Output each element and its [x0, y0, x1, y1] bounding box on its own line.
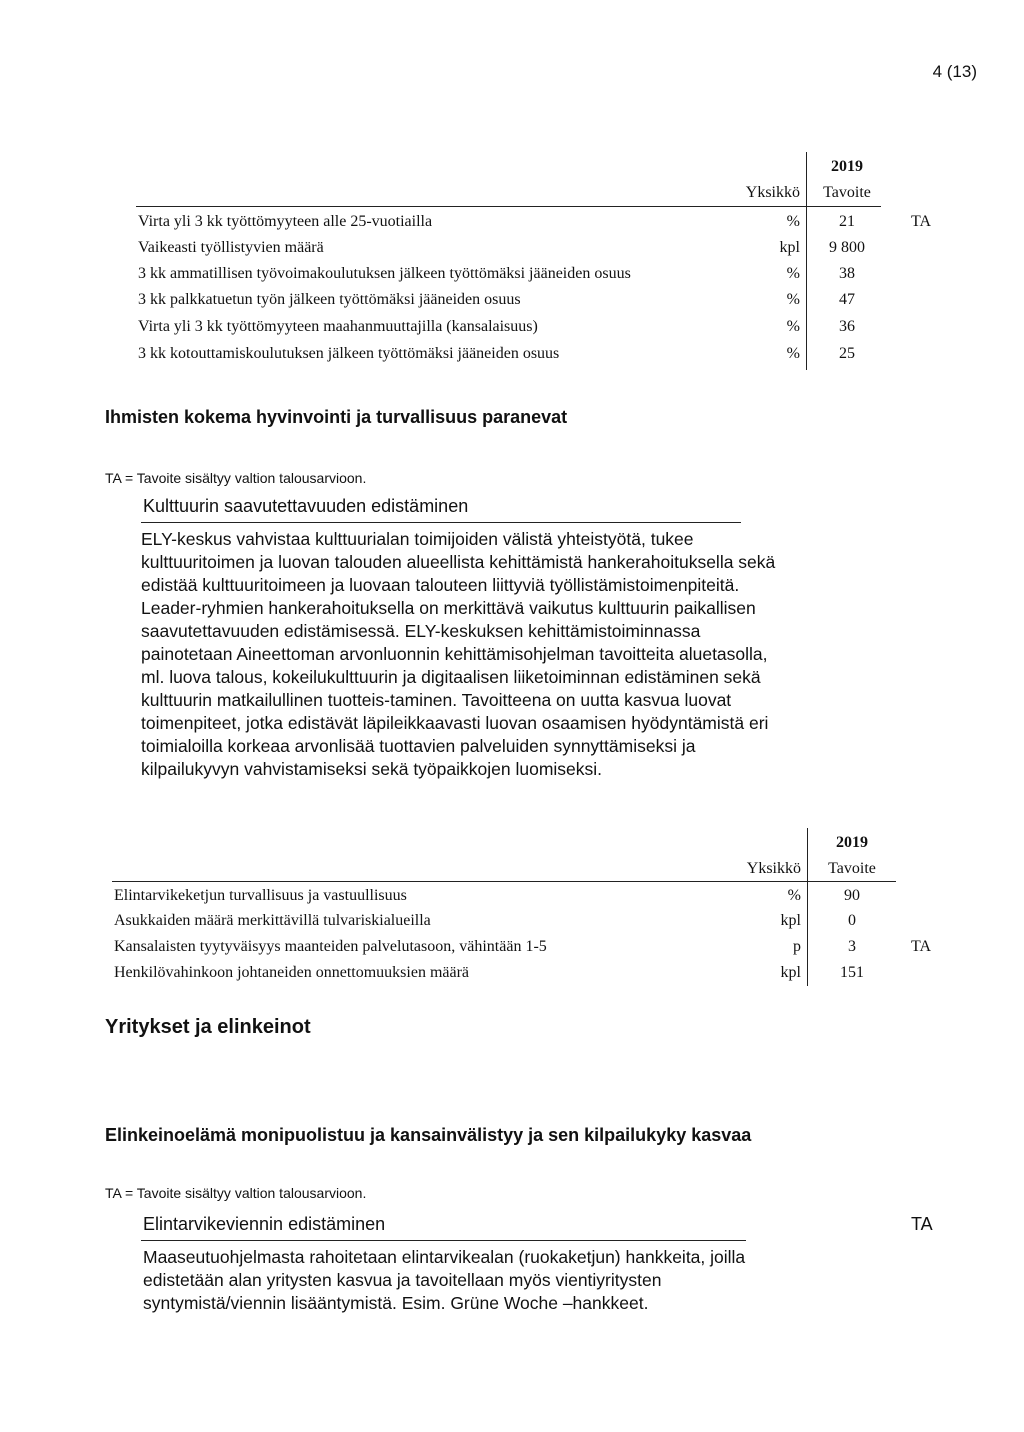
row-target: 38	[839, 265, 855, 282]
paragraph-line: edistää kulttuuritoimeen ja luovaan talouteen liittyviä työllistämistoimenpiteitä.	[141, 575, 740, 595]
row-unit: %	[786, 318, 800, 335]
row-label: Henkilövahinkoon johtaneiden onnettomuuksien määrä	[114, 964, 470, 981]
row-target: 3	[848, 938, 856, 955]
row-label: 3 kk ammatillisen työvoimakoulutuksen jälkeen työttömäksi jääneiden osuus	[138, 265, 631, 282]
paragraph-line: edistetään alan yritysten kasvua ja tavoitellaan myös vientiyritysten	[143, 1270, 662, 1290]
row-unit: %	[786, 345, 800, 362]
row-unit: kpl	[780, 964, 801, 981]
subtitle-culture-accessibility: Kulttuurin saavutettavuuden edistäminen	[143, 496, 469, 516]
row-unit: p	[793, 938, 801, 955]
column-divider	[806, 152, 807, 370]
paragraph-line: kulttuuritoimen ja luovan talouden alueellista kehittämistä hankerahoituksella sekä	[141, 552, 776, 572]
row-unit: %	[786, 291, 800, 308]
row-label: 3 kk kotouttamiskoulutuksen jälkeen työttömäksi jääneiden osuus	[138, 345, 560, 362]
header-rule	[136, 206, 881, 207]
paragraph-line: syntymistä/viennin lisääntymistä. Esim. Grüne Woche –hankkeet.	[143, 1293, 649, 1313]
row-target: 90	[844, 887, 860, 904]
paragraph-line: Maaseutuohjelmasta rahoitetaan elintarvikealan (ruokaketjun) hankkeita, joilla	[143, 1247, 746, 1267]
paragraph-food-export	[143, 1246, 745, 1315]
row-ta-flag: TA	[911, 938, 932, 955]
paragraph-line: saavutettavuuden edistämisessä. ELY-keskuksen kehittämistoiminnassa	[141, 621, 701, 641]
paragraph-line: painotetaan Aineettoman arvonluonnin kehittämisohjelman tavoitteita aluetasolla,	[141, 644, 768, 664]
row-unit: kpl	[779, 239, 800, 256]
row-label: Virta yli 3 kk työttömyyteen alle 25-vuotiailla	[138, 213, 433, 230]
target-header: Tavoite	[823, 184, 871, 201]
paragraph-culture	[141, 528, 775, 781]
row-ta-flag: TA	[911, 213, 932, 230]
paragraph-line: toimialoilla korkeaa arvonlisää tuottavien palveluiden synnyttämiseksi ja	[141, 736, 696, 756]
row-unit: %	[787, 887, 801, 904]
page-number: 4 (13)	[932, 62, 977, 81]
row-unit: %	[786, 265, 800, 282]
row-target: 151	[840, 964, 864, 981]
row-target: 36	[839, 318, 855, 335]
target-header: Tavoite	[828, 860, 876, 877]
row-unit: kpl	[780, 912, 801, 929]
header-rule	[112, 881, 896, 882]
subtitle-rule	[141, 522, 741, 523]
row-unit: %	[786, 213, 800, 230]
subtitle-ta-flag: TA	[911, 1214, 933, 1234]
row-target: 0	[848, 912, 856, 929]
unit-header: Yksikkö	[746, 860, 801, 877]
year-header: 2019	[831, 158, 863, 175]
ta-note: TA = Tavoite sisältyy valtion talousarvioon.	[105, 470, 367, 486]
subtitle-rule	[141, 1240, 746, 1241]
row-label: Elintarvikeketjun turvallisuus ja vastuullisuus	[114, 887, 407, 904]
ta-note: TA = Tavoite sisältyy valtion talousarvioon.	[105, 1185, 367, 1201]
row-label: Asukkaiden määrä merkittävillä tulvariskialueilla	[114, 912, 431, 929]
paragraph-line: ml. luova talous, kokeilukulttuurin ja digitaalisen liiketoiminnan edistäminen sekä	[141, 667, 761, 687]
row-target: 21	[839, 213, 855, 230]
section-subheading-competitiveness: Elinkeinoelämä monipuolistuu ja kansainvälistyy ja sen kilpailukyky kasvaa	[105, 1125, 752, 1145]
row-label: Kansalaisten tyytyväisyys maanteiden palvelutasoon, vähintään 1-5	[114, 938, 547, 955]
paragraph-line: toimenpiteet, jotka edistävät läpileikkaavasti luovan osaamisen hyödyntämistä eri	[141, 713, 769, 733]
subtitle-food-export: Elintarvikeviennin edistäminen	[143, 1214, 386, 1234]
section-heading-business: Yritykset ja elinkeinot	[105, 1016, 311, 1038]
row-target: 25	[839, 345, 855, 362]
year-header: 2019	[836, 834, 868, 851]
section-heading-wellbeing: Ihmisten kokema hyvinvointi ja turvallisuus paranevat	[105, 407, 568, 427]
row-label: Virta yli 3 kk työttömyyteen maahanmuuttajilla (kansalaisuus)	[138, 318, 538, 335]
paragraph-line: kilpailukyvyn vahvistamiseksi sekä työpaikkojen luomiseksi.	[141, 759, 603, 779]
row-target: 9 800	[829, 239, 865, 256]
paragraph-line: Leader-ryhmien hankerahoituksella on merkittävä vaikutus kulttuurin paikallisen	[141, 598, 756, 618]
column-divider	[807, 828, 808, 986]
unit-header: Yksikkö	[745, 184, 800, 201]
paragraph-line: ELY-keskus vahvistaa kulttuurialan toimijoiden välistä yhteistyötä, tukee	[141, 529, 694, 549]
row-label: 3 kk palkkatuetun työn jälkeen työttömäksi jääneiden osuus	[138, 291, 521, 308]
row-target: 47	[839, 291, 855, 308]
row-label: Vaikeasti työllistyvien määrä	[138, 239, 324, 256]
paragraph-line: kulttuurin matkailullinen tuotteis-taminen. Tavoitteena on uutta kasvua luovat	[141, 690, 732, 710]
